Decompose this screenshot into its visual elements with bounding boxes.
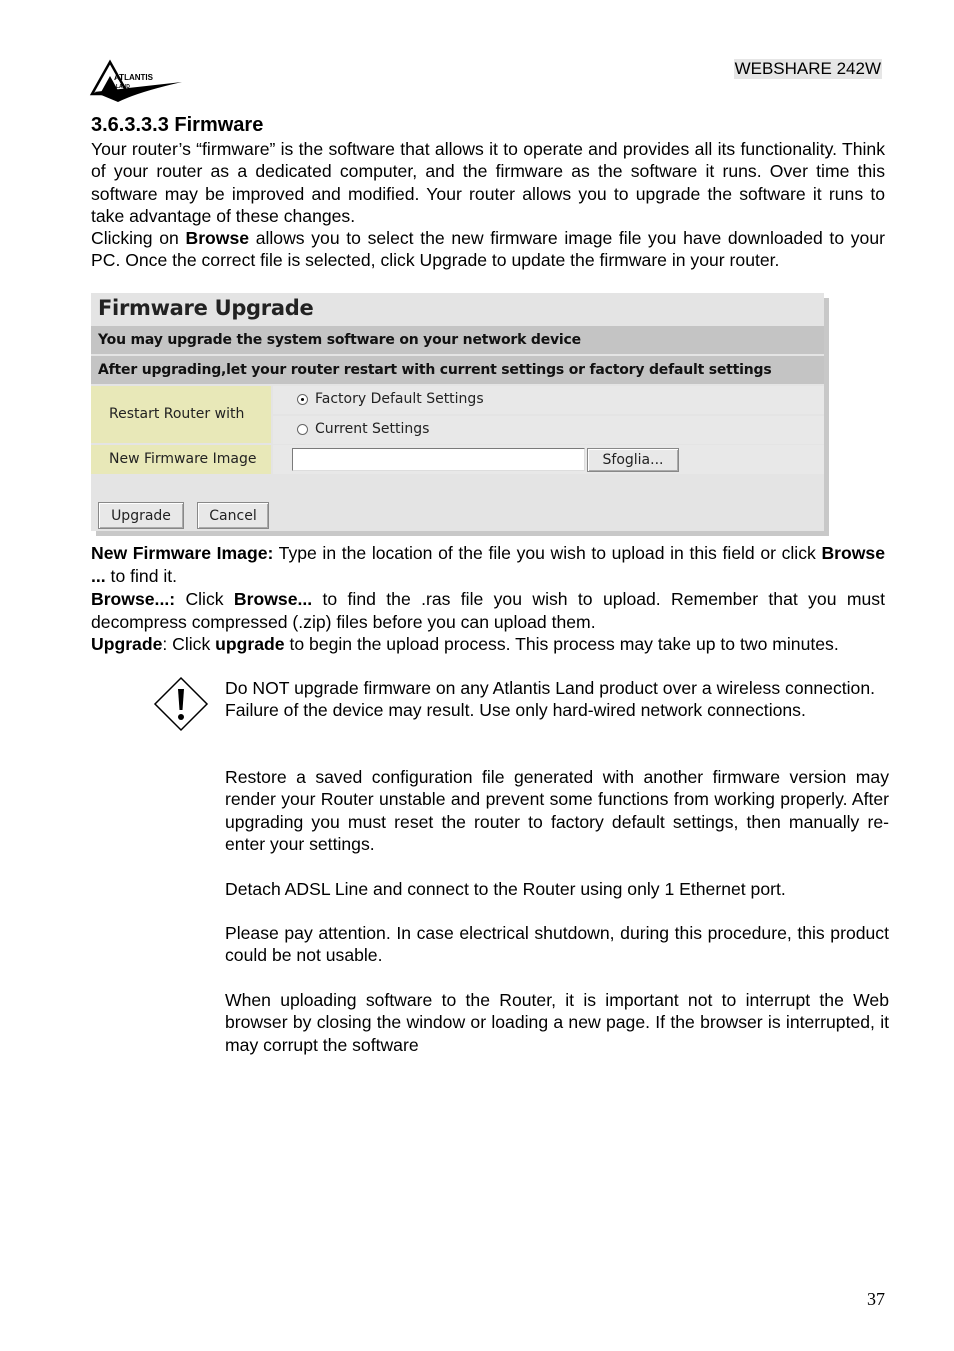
desc-new-firmware-image <box>91 542 885 587</box>
file-row <box>273 445 824 474</box>
desc-image-term: New Firmware Image: <box>91 543 274 563</box>
warning-wireless-line1: Do NOT upgrade firmware on any Atlantis Land product over a wireless connection. <box>225 678 876 698</box>
desc-browse <box>91 588 885 633</box>
browse-prefix: Clicking on <box>91 228 186 248</box>
desc-image-text-1: Type in the location of the file you wish to upload in this field or click <box>273 543 822 563</box>
factory-default-label: Factory Default Settings <box>315 391 484 407</box>
product-name: WEBSHARE 242W <box>734 59 881 78</box>
warning-wireless-line2: Failure of the device may result. Use only hard-wired network connections. <box>225 700 806 721</box>
info-bar-upgrade: You may upgrade the system software on your network device <box>91 326 824 354</box>
intro-paragraph: Your router’s “firmware” is the software that allows it to operate and provides all its functionality. Think of your router as a dedicated computer, and the firmware as the software it runs. Over time this software may be improved and modified. Your router allows you to upgrade the software it runs to take advantage of these changes. <box>91 139 885 226</box>
warning-icon <box>153 676 209 732</box>
browse-bold: Browse <box>185 228 250 248</box>
factory-default-option[interactable] <box>273 386 824 414</box>
factory-default-radio[interactable] <box>297 394 308 405</box>
desc-upgrade <box>91 633 885 656</box>
panel-title: Firmware Upgrade <box>98 296 314 320</box>
warning-restore-config: Restore a saved configuration file generated with another firmware version may render your Router unstable and prevent some functions from working properly. After upgrading you must reset the router to factory default settings, then manually re-enter your settings. <box>225 767 889 854</box>
upgrade-button[interactable]: Upgrade <box>98 502 184 529</box>
warning-browser: When uploading software to the Router, it is important not to interrupt the Web browser by closing the window or loading a new page. If the browser is interrupted, it may corrupt the software <box>225 990 889 1055</box>
desc-upgrade-bold: upgrade <box>215 634 285 654</box>
desc-browse-bold: Browse... <box>233 589 313 609</box>
warning-detach-adsl: Detach ADSL Line and connect to the Router using only 1 Ethernet port. <box>225 879 786 899</box>
browse-button[interactable]: Sfoglia... <box>587 448 679 472</box>
restart-router-label: Restart Router with <box>91 386 271 443</box>
logo-sub-text: LAND <box>116 84 130 90</box>
section-title: 3.6.3.3.3 Firmware <box>91 114 264 136</box>
warning-wireless <box>225 677 889 722</box>
warning-power: Please pay attention. In case electrical shutdown, during this procedure, this product could be not usable. <box>225 923 889 966</box>
current-settings-radio[interactable] <box>297 424 308 435</box>
desc-browse-term: Browse...: <box>91 589 176 609</box>
browse-paragraph <box>91 227 885 272</box>
desc-image-text-2: to find it. <box>105 565 178 586</box>
desc-upgrade-text-1: : Click <box>162 634 216 654</box>
desc-image-browse: Browse ... <box>91 543 885 586</box>
firmware-file-input[interactable] <box>292 448 585 471</box>
atlantis-land-logo <box>88 58 188 104</box>
current-settings-label: Current Settings <box>315 421 430 437</box>
desc-browse-text-2: to find the .ras file you wish to upload. Remember that you must decompress compressed (.zip) files before you can upload them. <box>91 589 885 632</box>
desc-browse-text-1: Click <box>175 589 234 609</box>
page-number: 37 <box>867 1289 885 1309</box>
new-firmware-image-label: New Firmware Image <box>91 445 271 474</box>
browse-suffix: allows you to select the new firmware image file you have downloaded to your PC. Once the correct file is selected, click Upgrade to update the firmware in your router. <box>91 228 885 271</box>
info-bar-restart: After upgrading,let your router restart with current settings or factory default settings <box>91 356 824 384</box>
cancel-button[interactable]: Cancel <box>197 502 269 529</box>
desc-upgrade-text-2: to begin the upload process. This process may take up to two minutes. <box>284 634 839 654</box>
current-settings-option[interactable] <box>273 416 824 444</box>
firmware-upgrade-panel <box>91 293 824 531</box>
desc-upgrade-term: Upgrade <box>91 634 163 654</box>
logo-brand-text: ATLANTIS <box>114 73 153 82</box>
